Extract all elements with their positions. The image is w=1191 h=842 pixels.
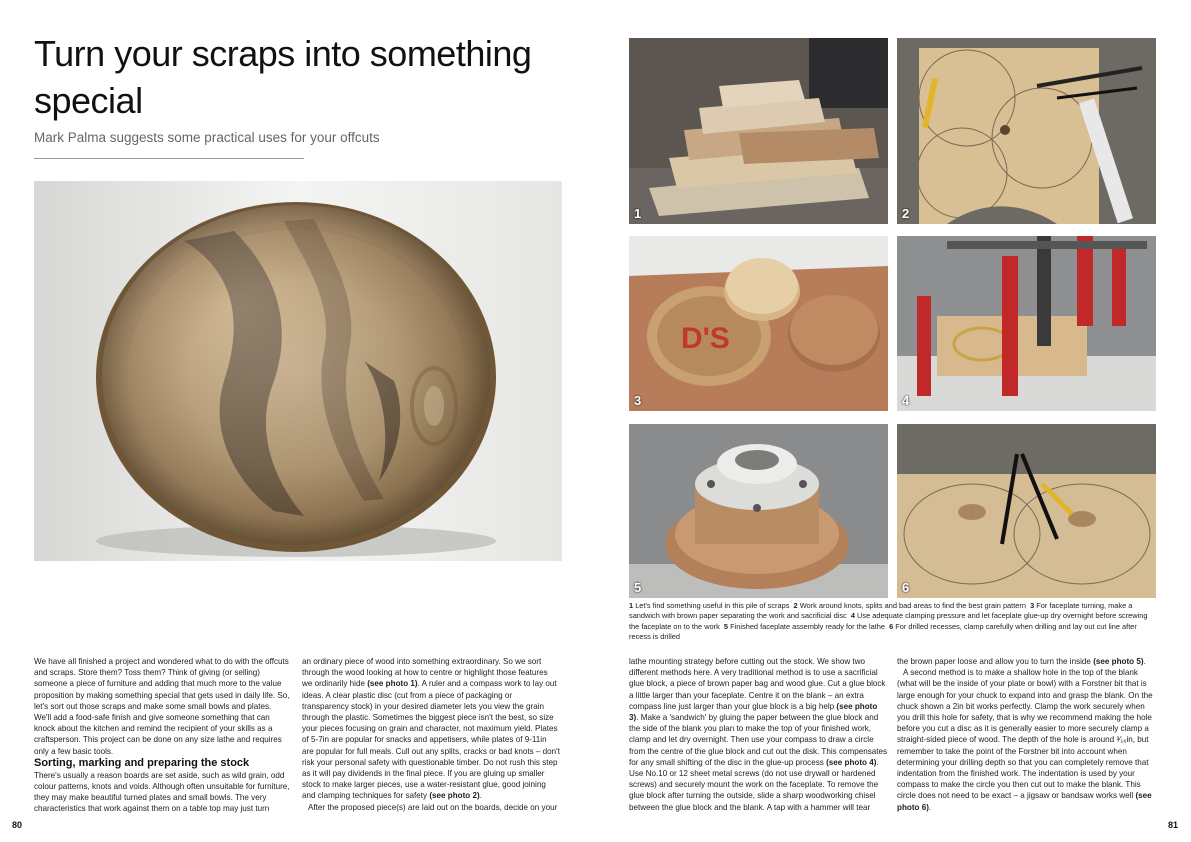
- svg-text:D'S: D'S: [681, 322, 730, 355]
- paragraph: After the proposed piece(s) are laid out on the boards, decide on your: [308, 802, 558, 812]
- paragraph: the brown paper loose and allow you to turn the inside (see photo 5).: [897, 657, 1146, 666]
- page-number: 81: [1168, 820, 1179, 830]
- paragraph: an ordinary piece of wood into something extraordinary. So we sort through the wood looking at how to centre or highlight those features we ordinarily hide (see photo 1). A ruler and a compass work to lay out ideas. A clear plastic disc (cut from a piece of packaging or transparency stock) in your desired diameter lets you view the grain through the plastic. Sometimes the biggest piece isn't the best, so size your pieces focusing on grain and character, not maximum yield. Plates of 5-7in are popular for snacks and appetisers, while plates of 9-11in are popular for full meals. Cull out any splits, cracks or bad knots – don't risk your personal safety with questionable timber. Do not rush this step as it will pay dividends in the final piece. If you are gluing up smaller stock to make larger pieces, use a water-resistant glue, good joining and clamping techniques for safety (see photo 2).: [302, 657, 560, 801]
- photo-6-drilled-recess: [897, 424, 1156, 598]
- body-column-4: [897, 656, 1157, 813]
- photo-captions: 1 Let's find something useful in this pile of scraps 2 Work around knots, splits and bad areas to find the best grain pattern 3 For faceplate turning, make a sandwich with brown paper separating the work and sacrificial disc 4 Use adequate clamping pressure and let faceplate glue-up dry overnight before screwing the faceplate on to the work 5 Finished faceplate assembly ready for the lathe 6 For drilled recesses, clamp carefully when drilling and lay out cut line after recess is drilled: [629, 601, 1148, 641]
- photo-4-clamping: [897, 236, 1156, 411]
- photo-reference: (see photo 6): [897, 791, 1152, 812]
- photo-number: 3: [634, 393, 642, 408]
- photo-number: 5: [634, 580, 642, 595]
- paragraph: lathe mounting strategy before cutting out the stock. We show two different methods here. A very traditional method is to use a sacrificial glue block, a piece of brown paper bag and wood glue. Cut a glue block a little larger than your faceplate. Centre it on the blank – an extra compass line just larger than your glue block is a big help (see photo 3). Make a 'sandwich' by gluing the paper between the glue block and the side of the blank you plan to make the top of your finished work, clamp and let dry overnight. Then use your compass to draw a circle from the centre of the glue block and cut out the disk. This compensates for any small shifting of the disc in the glue-up process (see photo 4). Use No.10 or 12 sheet metal screws (do not use drywall or hardened screws) and securely mount the work on the faceplate. To remove the glue block after turning the outside, slide a sharp woodworking chisel between the glue block and the blank. A tap with a hammer will tear: [629, 657, 888, 812]
- article-subtitle: Mark Palma suggests some practical uses for your offcuts: [34, 130, 380, 145]
- photo-2-layout-compass: [897, 38, 1156, 224]
- body-column-1: [34, 656, 290, 815]
- photo-1-wood-scraps: [629, 38, 888, 224]
- paragraph: There's usually a reason boards are set aside, such as wild grain, odd colour patterns, knots and voids. Although often unsuitable for furniture, they may make beautiful turned plates and small bowls. The very characteristics that work against them on a table top may just turn: [34, 770, 290, 814]
- photo-number: 1: [634, 206, 642, 221]
- page-number: 80: [12, 820, 23, 830]
- title-rule: [34, 158, 304, 159]
- photo-3-glue-block: [629, 236, 888, 411]
- photo-reference: (see photo 1): [367, 679, 418, 689]
- body-column-3: [629, 656, 888, 813]
- photo-reference: (see photo 2): [429, 791, 480, 801]
- photo-reference: (see photo 3): [629, 701, 878, 723]
- photo-number: 4: [902, 393, 910, 408]
- section-heading: Sorting, marking and preparing the stock: [34, 756, 250, 769]
- photo-number: 6: [902, 580, 910, 595]
- photo-number: 2: [902, 206, 910, 221]
- left-page: [0, 0, 595, 842]
- photo-reference: (see photo 4): [826, 757, 877, 767]
- paragraph: A second method is to make a shallow hole in the top of the blank (what will be the inside of your plate or bowl) with a Forstner bit that is large enough for your chuck to expand into and grasp the blank. On the chuck shown a 2in bit works perfectly. Clamp the work securely when you drill this hole for safety, that is why we recommend making the hole before you cut a disc as it is generally easier to more securely clamp a straight-sided piece of wood. The depth of the hole is around ³⁄₁₆in, but remember to take the point of the Forstner bit into account when determining your drilling depth so that you can completely remove that indentation from the finished work. The indentation is used by your compass to make the circle you then cut out to make the blank. This circle does not need to be exact – a jigsaw or bandsaw works well (see photo 6).: [897, 668, 1153, 812]
- right-page: [596, 0, 1191, 842]
- photo-reference: (see photo 5): [1093, 657, 1144, 666]
- hero-photo-turned-plate: [34, 181, 562, 561]
- intro-paragraph: We have all finished a project and wondered what to do with the offcuts and scraps. Store them? Toss them? Think of giving (or selling) someone a piece of furniture and adding that much more to the value proposition by making something special that gets used in daily life. So, let's sort out those scraps and make some small bowls and plates. We'll add a food-safe finish and give someone something that can knock about the kitchen and remind the recipient of your skills as a craftsperson. This project can be done on any size lathe and requires only a few basic tools.: [34, 657, 290, 756]
- article-title: Turn your scraps into something special: [34, 33, 532, 121]
- body-column-2: [302, 656, 560, 813]
- photo-5-faceplate: [629, 424, 888, 598]
